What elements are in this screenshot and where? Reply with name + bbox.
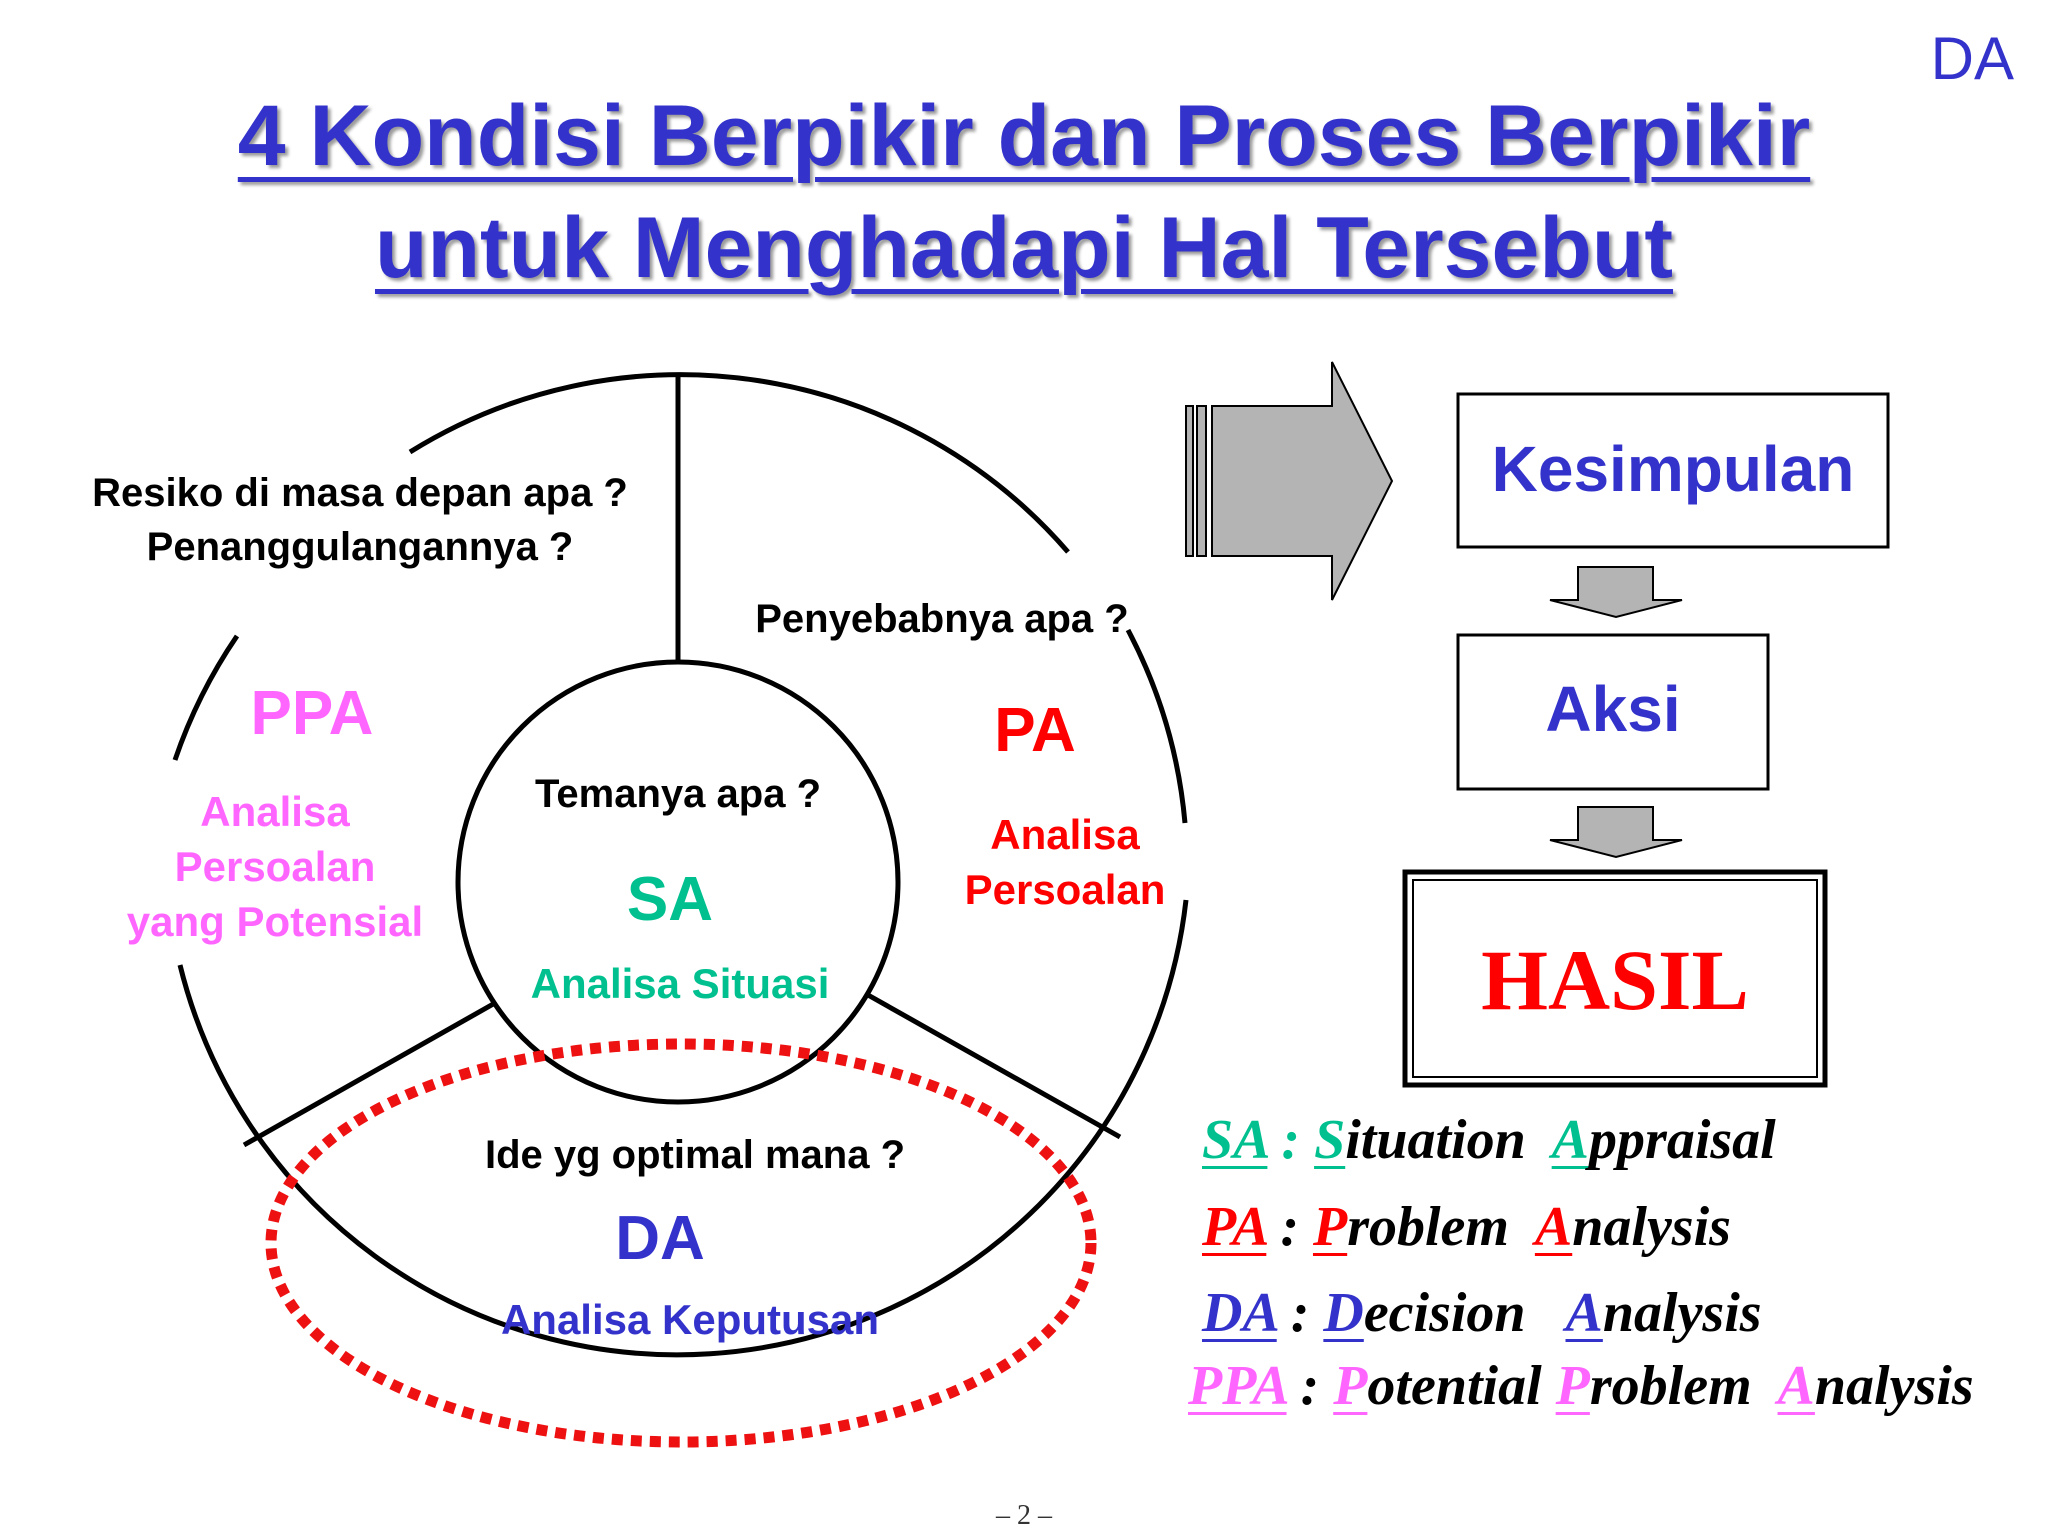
legend-da-abbr: DA [1202, 1282, 1277, 1344]
sa-abbr: SA [626, 865, 714, 934]
sa-name: Analisa Situasi [530, 960, 830, 1007]
down-arrow-icon-2 [1550, 807, 1682, 857]
down-arrow-icon-1 [1550, 567, 1682, 617]
page-number: – 2 – [996, 1500, 1052, 1531]
legend-sa-w2-first: A [1551, 1109, 1590, 1171]
legend-ppa-w1-rest: otential [1367, 1355, 1542, 1417]
legend-da-w2-rest: nalysis [1602, 1282, 1762, 1344]
title-line-1: 4 Kondisi Berpikir dan Proses Berpikir [237, 88, 1811, 184]
da-abbr: DA [615, 1204, 705, 1273]
ppa-abbr: PPA [250, 679, 374, 748]
legend-sa-w1-first: S [1314, 1109, 1346, 1171]
outer-circle-arc-right [1128, 630, 1185, 823]
outer-circle-arc-left [175, 636, 237, 760]
legend-pa-w2-first: A [1534, 1196, 1573, 1258]
ppa-question-line-1: Resiko di masa depan apa ? [92, 471, 628, 515]
legend-ppa-w2-rest: roblem [1589, 1355, 1752, 1417]
da-question: Ide yg optimal mana ? [484, 1133, 906, 1177]
legend-ppa-w3-first: A [1777, 1355, 1815, 1417]
legend-sa-abbr: SA [1202, 1109, 1268, 1171]
legend-pa-w2-rest: nalysis [1572, 1196, 1731, 1258]
legend-da: DA : Decision Analysis [1202, 1282, 1762, 1344]
pa-name-line-2: Persoalan [964, 866, 1166, 913]
legend-da-w2-first: A [1565, 1282, 1603, 1344]
ppa-question [50, 466, 670, 574]
aksi-label: Aksi [1545, 673, 1681, 745]
outer-circle-arc-left-upper [180, 636, 237, 772]
legend-pa: PA : Problem Analysis [1202, 1196, 1731, 1258]
legend-ppa-abbr: PPA [1188, 1355, 1287, 1417]
ppa-name-line-3: yang Potensial [126, 898, 424, 945]
pa-name-line-1: Analisa [990, 811, 1140, 858]
legend-sa: SA : Situation Appraisal [1202, 1109, 1776, 1171]
legend-da-w1-first: D [1323, 1282, 1364, 1344]
divider-left [244, 1003, 495, 1145]
ppa-name-line-2: Persoalan [174, 843, 376, 890]
legend-pa-abbr: PA [1202, 1196, 1267, 1258]
sa-question: Temanya apa ? [534, 772, 822, 816]
legend-da-w1-rest: ecision [1363, 1282, 1526, 1344]
legend-sa-w1-rest: ituation [1345, 1109, 1526, 1171]
ppa-name-line-1: Analisa [200, 788, 350, 835]
big-right-arrow-icon [1186, 362, 1392, 600]
legend-pa-w1-first: P [1312, 1196, 1348, 1258]
legend-ppa-w1-first: P [1333, 1355, 1368, 1417]
hasil-label: HASIL [1481, 932, 1749, 1028]
corner-tag: DA [1930, 25, 2014, 92]
ppa-name [100, 784, 450, 949]
ppa-question-line-2: Penanggulangannya ? [146, 525, 574, 569]
legend-ppa: PPA : Potential Problem Analysis [1188, 1355, 1974, 1417]
pa-abbr: PA [994, 696, 1076, 765]
legend-pa-w1-rest: roblem [1347, 1196, 1509, 1258]
legend-ppa-w2-first: P [1555, 1355, 1590, 1417]
pa-name [940, 807, 1190, 917]
legend-ppa-w3-rest: nalysis [1814, 1355, 1974, 1417]
legend-sa-w2-rest: ppraisal [1589, 1109, 1776, 1171]
pa-question: Penyebabnya apa ? [755, 597, 1129, 641]
title-line-2: untuk Menghadapi Hal Tersebut [374, 200, 1674, 296]
da-name: Analisa Keputusan [500, 1296, 880, 1343]
kesimpulan-label: Kesimpulan [1491, 433, 1855, 505]
divider-right [868, 995, 1120, 1137]
